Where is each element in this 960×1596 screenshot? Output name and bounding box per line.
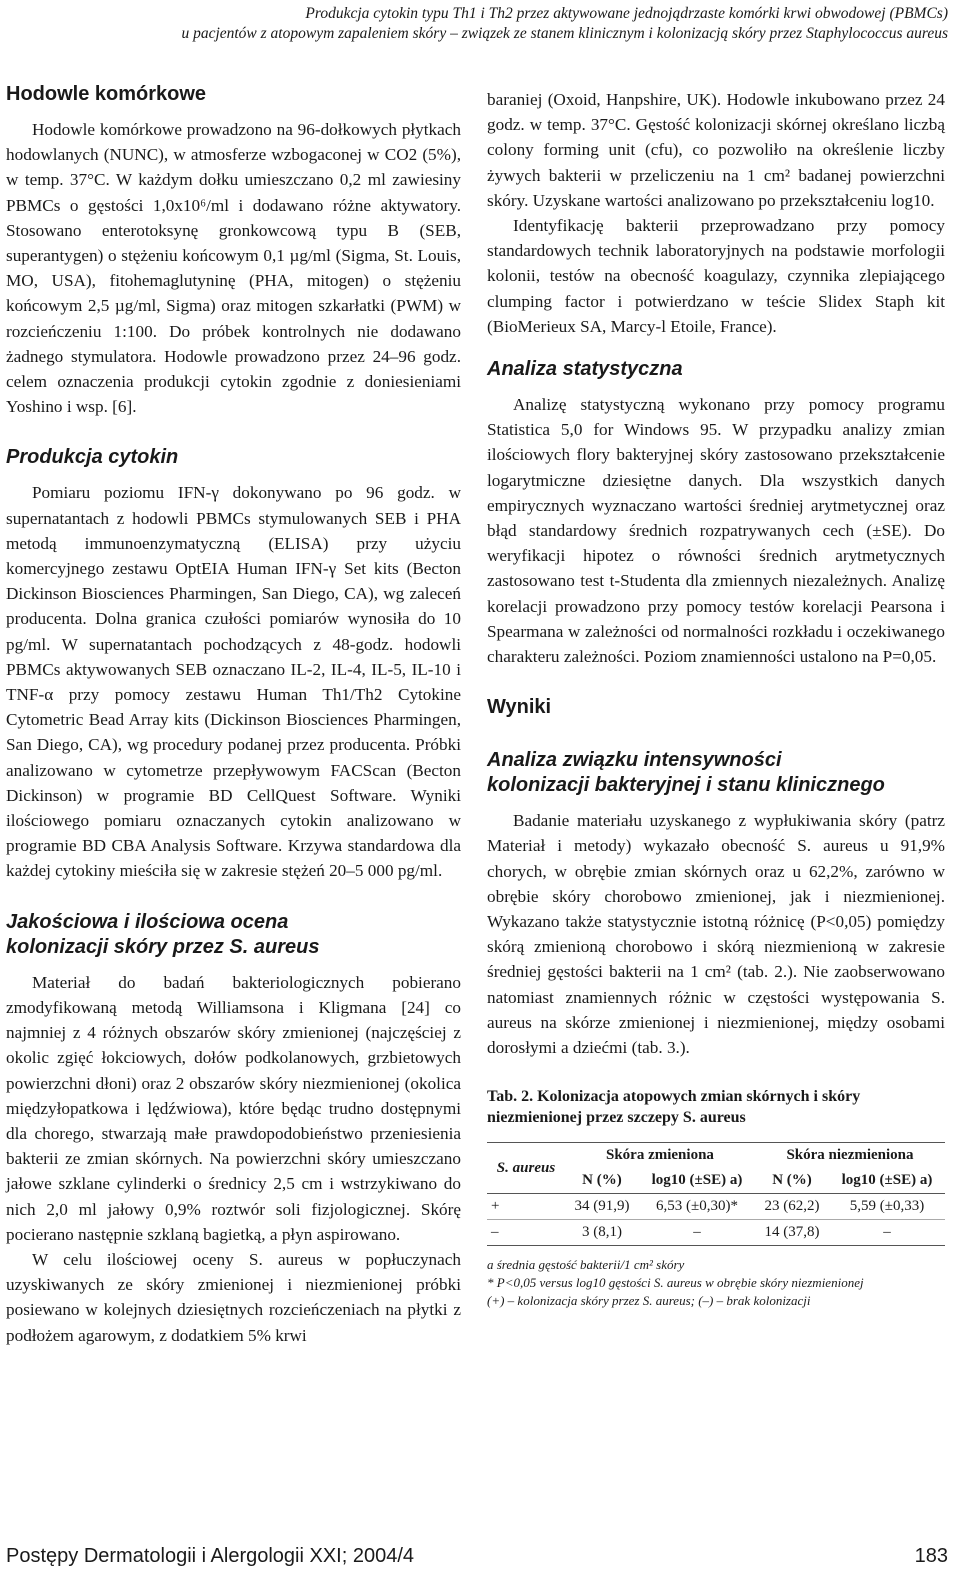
table-cell: 14 (37,8)	[764, 1224, 820, 1241]
table-note-2: * P<0,05 versus log10 gęstości S. aureus w obrębie skóry niezmienionej	[487, 1275, 864, 1291]
table-col-3: N (%)	[772, 1172, 812, 1189]
table-note-1: a średnia gęstość bakterii/1 cm² skóry	[487, 1257, 685, 1273]
heading-analysis-a: Analiza związku intensywności	[487, 749, 782, 772]
para-quantitative: W celu ilościowej oceny S. aureus w popłuczynach uzyskiwanych ze skóry zmienionej i niezmienionej próbki posiewano w kolejnych dziesiętnych rozcieńczeniach na płytki z podłożem agarowym, z dodatkiem 5% krwi	[6, 1249, 461, 1345]
para-cell-cultures: Hodowle komórkowe prowadzono na 96-dołkowych płytkach hodowlanych (NUNC), w atmosferze wzbogaconej w CO2 (5%), w temp. 37°C. W każdym dołku umieszczano 0,2 ml zawiesiny PBMCs o gęstości 1,0x10⁶/ml i dodawano różne aktywatory. Stosowano enterotoksynę gronkowcową typu B (SEB, superantygen) o stężeniu końcowym 0,1 µg/ml (Sigma, St. Louis, MO, USA), fitohemaglutyninę (PHA, mitogen) o stężeniu końcowym 2,5 µg/ml, Sigma) oraz mitogen szkarłatki (PWM) w rozcieńczeniu 1:100. Do próbek kontrolnych nie dodawano żadnego stymulatora. Hodowle prowadzono przez 24–96 godz. celem oznaczenia produkcji cytokin zgodnie z doniesieniami Yoshino i wsp. [6].	[6, 120, 461, 417]
table-2	[487, 1142, 945, 1246]
heading-cytokine-production: Produkcja cytokin	[6, 446, 179, 469]
table-col-1: N (%)	[582, 1172, 622, 1189]
table-col-2: log10 (±SE) a)	[651, 1172, 743, 1189]
table-cell: +	[491, 1198, 500, 1215]
table-cell: 23 (62,2)	[764, 1198, 820, 1215]
para-cytokine-production: Pomiaru poziomu IFN-γ dokonywano po 96 godz. w supernatantach z hodowli PBMCs stymulowanych SEB i PHA metodą immunoenzymatyczną (ELISA) przy użyciu komercyjnego zestawu OptEIA Human IFN-γ Set kits (Becton Dickinson Biosciences Pharmingen, San Diego, CA), wg zaleceń producenta. Dolna granica czułości pomiarów wynosiła do 10 pg/ml. W supernatantach pochodzących z 48-godz. hodowli PBMCs aktywowanych SEB oznaczano IL-2, IL-4, IL-5, IL-10 i TNF-α przy pomocy zestawu Human Th1/Th2 Cytokine Cytometric Bead Array kits (Dickinson Biosciences Pharmingen, San Diego, CA), wg procedury podanej przez producenta. Próbki analizowano w cytometrze przepływowym FACScan (Becton Dickinson) w programie BD CellQuest Software. Wyniki ilościowego pomiaru oznaczanych cytokin analizowano w programie BD CBA Analysis Software. Krzywa standardowa dla każdej cytokiny mieściła się w zakresie stężeń 20–5 000 pg/ml.	[6, 483, 461, 881]
heading-colonization-b: kolonizacji skóry przez S. aureus	[6, 935, 320, 958]
heading-cell-cultures: Hodowle komórkowe	[6, 83, 207, 105]
table-cell: –	[491, 1224, 499, 1241]
page-number: 183	[914, 1545, 948, 1567]
table-notes	[487, 1256, 945, 1310]
table-row-header: S. aureus	[496, 1159, 556, 1176]
table-cell: 3 (8,1)	[581, 1224, 622, 1241]
table-cell: 6,53 (±0,30)*	[655, 1198, 738, 1215]
para-sampling: Materiał do badań bakteriologicznych pobierano zmodyfikowaną metodą Williamsona i Kligmana [24] co najmniej z 4 różnych obszarów skóry zmienionej (najczęściej z okolic zgięć łokciowych, dołów podkolanowych, grzbietowych powierzchni dłoni) oraz 2 obszarów skóry niezmienionej (okolica międzyłopatkowa i lędźwiowa), które będąc trudno dostępnymi dla chorego, stwarzają małe prawdopodobieństwo przeniesienia bakterii ze zmian skórnych. Na powierzchni skóry umieszczano jałowe szklane cylinderki o średnicy 2,5 cm i wstrzykiwano do nich 2,0 ml jałowy 0,9% roztwór soli fizjologicznej. Skórę pocierano następnie szklaną bagietką, a płyn aspirowano.	[6, 972, 461, 1244]
para-statistics: Analizę statystyczną wykonano przy pomocy programu Statistica 5,0 for Windows 95. W przypadku analizy zmian ilościowych flory bakteryjnej skóry zastosowano przekształcenie logarytmiczne dziesiętne danych. Dla wszystkich danych empirycznych wyznaczano wartości średniej arytmetycznej oraz błąd standardowy średnich rozpatrywanych cech (±SE). Do weryfikacji hipotez o równości średnich arytmetycznych zastosowano test t-Studenta dla zmiennych niezależnych. Analizę korelacji prowadzono przy pomocy testów korelacji Pearsona i Spearmana w zależności od normalności rozkładu i oczekiwanego charakteru zależności. Poziom znamienności ustalono na P=0,05.	[487, 395, 945, 667]
table-group-1: Skóra zmieniona	[605, 1147, 714, 1164]
right-column	[487, 87, 945, 1310]
running-header	[0, 4, 948, 44]
header-line-1: Produkcja cytokin typu Th1 i Th2 przez aktywowane jednojądrzaste komórki krwi obwodowej (PBMCs)	[305, 5, 948, 22]
table-cell: 5,59 (±0,33)	[849, 1198, 925, 1215]
table-note-3: (+) – kolonizacja skóry przez S. aureus; (–) – brak kolonizacji	[487, 1293, 811, 1309]
table-row	[487, 1220, 945, 1246]
heading-colonization-a: Jakościowa i ilościowa ocena	[6, 910, 289, 933]
heading-analysis-b: kolonizacji bakteryjnej i stanu klinicznego	[487, 774, 885, 797]
table-cell: –	[883, 1224, 891, 1241]
header-line-2: u pacjentów z atopowym zapaleniem skóry – związek ze stanem klinicznym i kolonizacją skóry przez Staphylococcus aureus	[181, 25, 948, 42]
heading-results: Wyniki	[487, 696, 552, 719]
table-group-2: Skóra niezmieniona	[786, 1147, 914, 1164]
table-col-4: log10 (±SE) a)	[841, 1172, 933, 1189]
table-cell: –	[693, 1224, 701, 1241]
heading-statistics: Analiza statystyczna	[487, 358, 683, 381]
journal-footer: Postępy Dermatologii i Alergologii XXI; 2004/4	[6, 1545, 415, 1567]
left-column	[6, 82, 461, 1348]
para-incubation: baraniej (Oxoid, Hanpshire, UK). Hodowle inkubowano przez 24 godz. w temp. 37°C. Gęstość kolonizacji skórnej określano liczbą colony forming unit (cfu), co pozwoliło na określenie liczby żywych bakterii w przeliczeniu na 1 cm² badanej powierzchni skóry. Uzyskane wartości analizowano po przekształceniu log10.	[487, 90, 945, 210]
para-identification: Identyfikację bakterii przeprowadzano przy pomocy standardowych technik laboratoryjnych na podstawie morfologii kolonii, testów na obecność koagulazy, czynnika zlepiającego clumping factor i potwierdzano w teście Slidex Staph kit (BioMerieux SA, Marcy-l Etoile, France).	[487, 216, 945, 336]
table-cell: 34 (91,9)	[574, 1198, 630, 1215]
table-title: Tab. 2. Kolonizacja atopowych zmian skórnych i skóry niezmienionej przez szczepy S. aureus	[487, 1088, 861, 1127]
table-row	[487, 1194, 945, 1220]
para-results: Badanie materiału uzyskanego z wypłukiwania skóry (patrz Materiał i metody) wykazało obecność S. aureus u 91,9% chorych, w obrębie zmian skórnych oraz u 62,2%, zarówno w obrębie skóry chorobowo zmienionej, jak i niezmienionej. Wykazano także statystycznie istotną różnicę (P<0,05) pomiędzy skórą zmienioną chorobowo i skórą niezmienioną w zakresie średniej gęstości bakterii na 1 cm² (tab. 2.). Nie zaobserwowano natomiast znamiennych różnic w częstości występowania S. aureus na skórze zmienionej i niezmienionej, między osobami dorosłymi a dziećmi (tab. 3.).	[487, 811, 945, 1058]
